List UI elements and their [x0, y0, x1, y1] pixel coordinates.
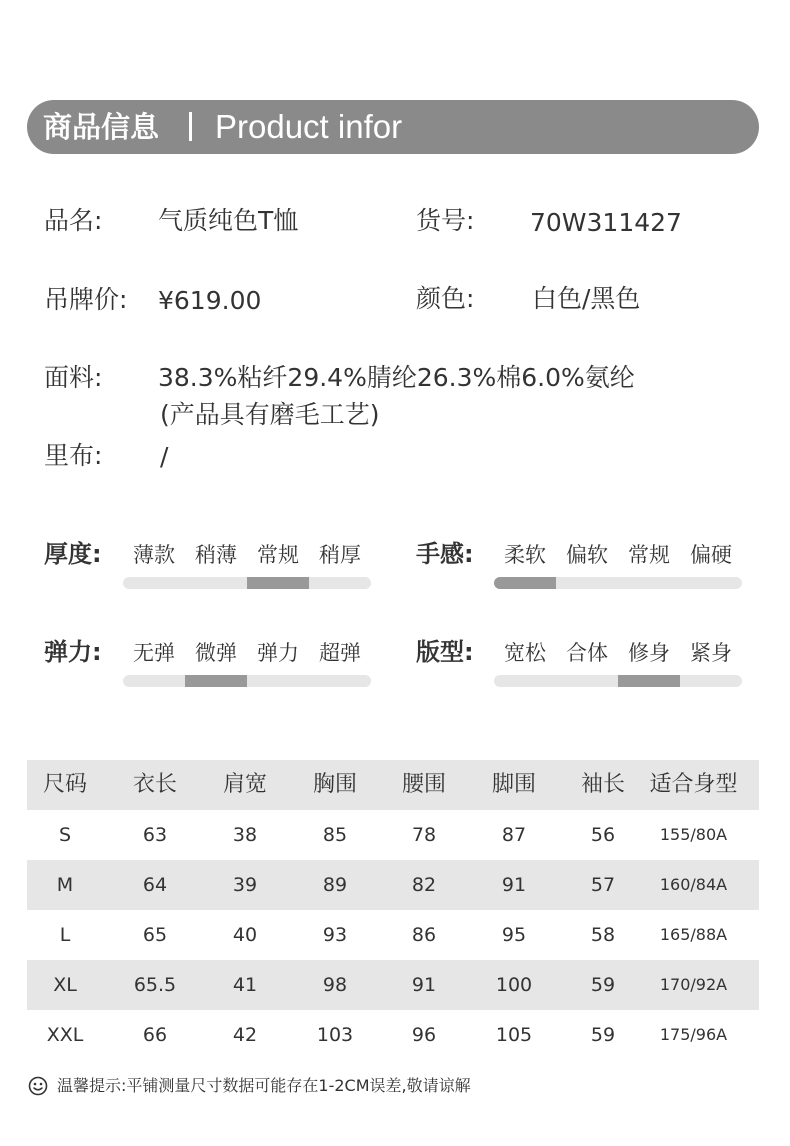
stretch-option: 微弹: [195, 641, 237, 665]
table-cell: 86: [411, 924, 437, 946]
fit-scale-track: [494, 675, 742, 687]
fit-option: 宽松: [504, 641, 546, 665]
section-title-en: Product infor: [215, 108, 403, 145]
table-cell: 63: [142, 824, 168, 846]
stretch-option: 无弹: [133, 641, 175, 665]
table-cell: M: [56, 874, 74, 896]
section-header-banner: [27, 100, 759, 154]
table-header-cell: 肩宽: [222, 772, 267, 797]
table-cell: 39: [232, 874, 258, 896]
table-cell: 41: [232, 974, 258, 996]
table-header-cell: 适合身型: [649, 772, 738, 797]
hand-feel-option: 偏硬: [690, 543, 732, 567]
table-cell: 91: [501, 874, 527, 896]
thickness-option: 稍厚: [319, 543, 361, 567]
color-label: 颜色:: [416, 284, 475, 313]
stretch-scale-indicator: [185, 675, 247, 687]
color-value: 白色/黑色: [532, 284, 641, 313]
table-cell: 96: [411, 1024, 437, 1046]
table-cell: 98: [322, 974, 348, 996]
table-cell: 38: [232, 824, 258, 846]
product-name-value: 气质纯色T恤: [158, 206, 299, 235]
measurement-tip-text: 温馨提示:平铺测量尺寸数据可能存在1-2CM误差,敬请谅解: [57, 1076, 471, 1095]
stretch-option: 超弹: [319, 641, 361, 665]
thickness-scale-track: [123, 577, 371, 589]
table-cell: 65: [142, 924, 168, 946]
table-cell: 57: [590, 874, 616, 896]
table-cell: 40: [232, 924, 258, 946]
hand-feel-label: 手感:: [416, 540, 474, 568]
title-divider: [189, 112, 192, 141]
table-cell: S: [58, 824, 72, 846]
hand-feel-option: 偏软: [566, 543, 608, 567]
fit-option: 修身: [628, 641, 670, 665]
fit-option: 合体: [566, 641, 608, 665]
table-cell: 42: [232, 1024, 258, 1046]
table-cell: 155/80A: [659, 825, 728, 844]
table-row: [27, 810, 759, 860]
fabric-process-note: (产品具有磨毛工艺): [160, 400, 380, 429]
table-cell: 78: [411, 824, 437, 846]
table-header-cell: 脚围: [491, 772, 536, 797]
lining-value: /: [160, 442, 169, 471]
table-cell: XL: [53, 974, 77, 996]
thickness-label: 厚度:: [44, 540, 102, 568]
table-cell: 59: [590, 974, 616, 996]
thickness-option: 稍薄: [195, 543, 237, 567]
table-cell: 105: [495, 1024, 533, 1046]
smile-icon: [28, 1076, 48, 1100]
table-cell: 66: [142, 1024, 168, 1046]
thickness-option: 薄款: [133, 543, 175, 567]
table-header-cell: 尺码: [42, 772, 87, 797]
hand-feel-scale-indicator: [494, 577, 556, 589]
fit-scale-indicator: [618, 675, 680, 687]
table-cell: 103: [316, 1024, 354, 1046]
table-cell: 165/88A: [659, 925, 728, 944]
tag-price-label: 吊牌价:: [44, 285, 128, 314]
table-header-cell: 腰围: [401, 772, 446, 797]
fabric-value: 38.3%粘纤29.4%腈纶26.3%棉6.0%氨纶: [158, 363, 635, 392]
table-row: [27, 910, 759, 960]
stretch-option: 弹力: [257, 641, 299, 665]
lining-label: 里布:: [44, 441, 103, 470]
table-cell: L: [59, 924, 71, 946]
table-header-cell: 胸围: [312, 772, 357, 797]
table-cell: 64: [142, 874, 168, 896]
table-cell: 160/84A: [659, 875, 728, 894]
table-cell: 58: [590, 924, 616, 946]
fabric-label: 面料:: [44, 363, 103, 392]
size-table: [27, 760, 759, 1060]
table-cell: 85: [322, 824, 348, 846]
table-cell: 56: [590, 824, 616, 846]
hand-feel-scale-track: [494, 577, 742, 589]
table-row: [27, 1010, 759, 1060]
tag-price-value: ¥619.00: [158, 286, 262, 315]
table-cell: 95: [501, 924, 527, 946]
sku-value: 70W311427: [530, 208, 682, 237]
table-cell: 175/96A: [659, 1025, 728, 1044]
stretch-scale-track: [123, 675, 371, 687]
table-cell: 100: [495, 974, 533, 996]
sku-label: 货号:: [416, 206, 475, 235]
hand-feel-option: 常规: [628, 543, 670, 567]
stretch-label: 弹力:: [44, 638, 102, 666]
table-cell: 89: [322, 874, 348, 896]
table-cell: 65.5: [133, 974, 177, 996]
table-header-cell: 衣长: [132, 772, 177, 797]
hand-feel-option: 柔软: [504, 543, 546, 567]
product-name-label: 品名:: [44, 206, 103, 235]
table-row: [27, 860, 759, 910]
table-cell: 87: [501, 824, 527, 846]
fit-label: 版型:: [416, 638, 474, 666]
table-cell: XXL: [46, 1024, 84, 1046]
table-cell: 93: [322, 924, 348, 946]
table-row: [27, 960, 759, 1010]
table-cell: 170/92A: [659, 975, 728, 994]
section-title-cn: 商品信息: [43, 110, 160, 144]
fit-option: 紧身: [690, 641, 732, 665]
thickness-option: 常规: [257, 543, 299, 567]
table-header-cell: 袖长: [580, 772, 625, 797]
thickness-scale-indicator: [247, 577, 309, 589]
table-cell: 59: [590, 1024, 616, 1046]
table-header-row: [27, 760, 759, 810]
table-cell: 82: [411, 874, 437, 896]
table-cell: 91: [411, 974, 437, 996]
